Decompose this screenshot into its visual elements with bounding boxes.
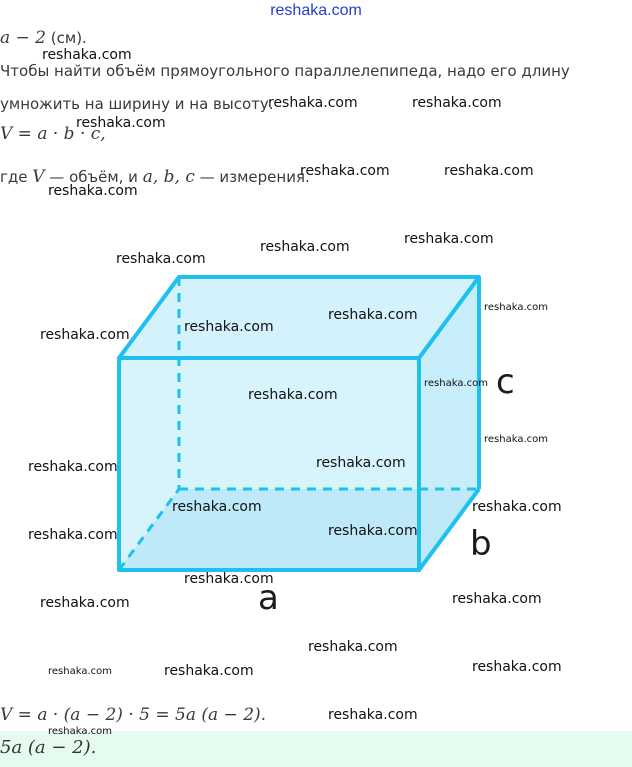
watermark: reshaka.com xyxy=(308,639,398,655)
watermark: reshaka.com xyxy=(404,231,494,247)
watermark: reshaka.com xyxy=(260,239,350,255)
watermark: reshaka.com xyxy=(268,95,358,111)
watermark: reshaka.com xyxy=(116,251,206,267)
definition-suffix: — измерения. xyxy=(194,168,310,186)
volume-formula-rest: = a · b · c, xyxy=(12,124,106,144)
definition-volume-symbol: V xyxy=(32,167,45,187)
watermark: reshaka.com xyxy=(472,499,562,515)
watermark: reshaka.com xyxy=(48,726,112,737)
answer: 5a (a − 2). xyxy=(0,737,97,758)
watermark: reshaka.com xyxy=(328,523,418,539)
definition-variables: a, b, c xyxy=(142,167,195,187)
site-link[interactable]: reshaka.com xyxy=(270,2,362,19)
watermark: reshaka.com xyxy=(484,434,548,445)
calculation-line: V = a · (a − 2) · 5 = 5a (a − 2). xyxy=(0,705,267,725)
watermark: reshaka.com xyxy=(316,455,406,471)
watermark: reshaka.com xyxy=(484,302,548,313)
watermark: reshaka.com xyxy=(424,378,488,389)
dimension-unit: (см). xyxy=(46,29,87,47)
watermark: reshaka.com xyxy=(452,591,542,607)
definition-prefix: где xyxy=(0,168,33,186)
label-c: c xyxy=(496,362,515,402)
top-face xyxy=(119,277,479,358)
watermark: reshaka.com xyxy=(40,595,130,611)
volume-symbol: V xyxy=(0,124,13,144)
watermark: reshaka.com xyxy=(28,527,118,543)
paragraph-line-1: Чтобы найти объём прямоугольного параллелепипеда, надо его длину xyxy=(0,62,570,80)
watermark: reshaka.com xyxy=(76,115,166,131)
dimension-expression: a − 2 xyxy=(0,28,47,48)
watermark: reshaka.com xyxy=(164,663,254,679)
watermark: reshaka.com xyxy=(328,707,418,723)
watermark: reshaka.com xyxy=(444,163,534,179)
paragraph-line-2: умножить на ширину и на высоту. xyxy=(0,95,274,113)
watermark: reshaka.com xyxy=(328,307,418,323)
watermark: reshaka.com xyxy=(184,571,274,587)
label-a: a xyxy=(258,578,279,618)
label-b: b xyxy=(470,524,492,564)
watermark: reshaka.com xyxy=(48,183,138,199)
watermark: reshaka.com xyxy=(248,387,338,403)
watermark: reshaka.com xyxy=(412,95,502,111)
watermark: reshaka.com xyxy=(42,47,132,63)
watermark: reshaka.com xyxy=(472,659,562,675)
watermark: reshaka.com xyxy=(48,666,112,677)
watermark: reshaka.com xyxy=(40,327,130,343)
watermark: reshaka.com xyxy=(28,459,118,475)
watermark: reshaka.com xyxy=(184,319,274,335)
watermark: reshaka.com xyxy=(300,163,390,179)
definition-middle: — объём, и xyxy=(44,168,143,186)
watermark: reshaka.com xyxy=(172,499,262,515)
